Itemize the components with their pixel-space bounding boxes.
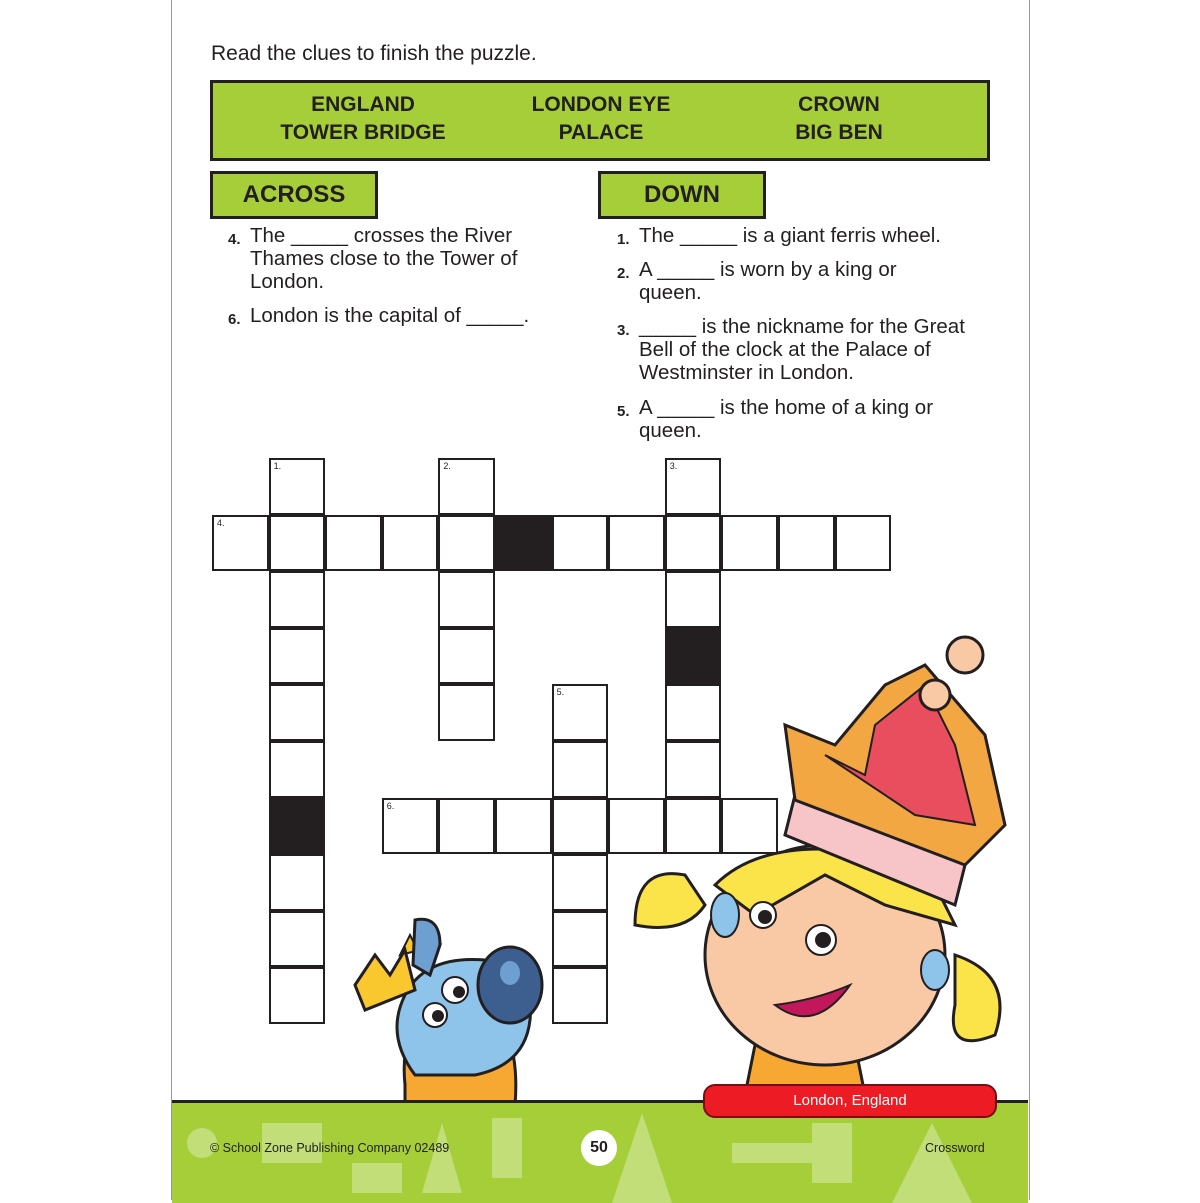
cell-number: 1.: [273, 461, 282, 471]
crossword-cell[interactable]: [552, 684, 609, 741]
cell-number: 2.: [443, 461, 451, 471]
black-square: [269, 798, 326, 855]
crossword-cell[interactable]: [269, 741, 326, 798]
crossword-cell[interactable]: [438, 684, 495, 741]
across-clue: [228, 224, 570, 293]
cell-number: 6.: [386, 800, 395, 811]
crossword-cell[interactable]: [438, 458, 495, 515]
down-clue: [617, 315, 999, 384]
crossword-cell[interactable]: [269, 684, 326, 741]
down-clue: [617, 224, 979, 248]
down-clue: [617, 396, 949, 442]
clue-text: London is the capital of _____.: [250, 304, 530, 327]
clue-number: 3.: [617, 322, 630, 339]
crossword-cell[interactable]: [552, 854, 609, 911]
crossword-cell[interactable]: [778, 515, 835, 572]
crossword-cell[interactable]: [438, 628, 495, 685]
crossword-cell[interactable]: [495, 798, 552, 855]
word-bank-item: PALACE: [558, 121, 644, 144]
clue-number: 4.: [228, 231, 241, 248]
clue-number: 2.: [617, 265, 630, 282]
crossword-cell[interactable]: [269, 571, 326, 628]
down-header: DOWN: [598, 171, 766, 219]
crossword-cell[interactable]: [835, 515, 892, 572]
crossword-cell[interactable]: [269, 911, 326, 968]
crossword-cell[interactable]: [608, 515, 665, 572]
clue-text: A _____ is worn by a king or queen.: [639, 258, 897, 304]
crossword-cell[interactable]: [438, 571, 495, 628]
crossword-cell[interactable]: [325, 515, 382, 572]
instructions: Read the clues to finish the puzzle.: [211, 42, 537, 65]
crossword-cell[interactable]: [269, 854, 326, 911]
crossword-cell[interactable]: [382, 515, 439, 572]
crossword-cell[interactable]: [438, 515, 495, 572]
crossword-cell[interactable]: [269, 458, 326, 515]
word-bank-item: TOWER BRIDGE: [280, 121, 446, 144]
girl-with-crown-illustration: [625, 625, 1020, 1095]
crossword-cell[interactable]: [552, 515, 609, 572]
crossword-cell[interactable]: [438, 798, 495, 855]
clue-number: 6.: [228, 311, 241, 328]
crossword-cell[interactable]: [269, 967, 326, 1024]
clue-text: _____ is the nickname for the Great Bell of the clock at the Palace of Westminster in London.: [639, 315, 965, 384]
clue-number: 1.: [617, 231, 630, 248]
cell-number: 3.: [669, 461, 678, 471]
crossword-cell[interactable]: [382, 798, 439, 855]
crossword-cell[interactable]: [665, 571, 722, 628]
clue-text: A _____ is the home of a king or queen.: [639, 396, 934, 442]
crossword-cell[interactable]: [721, 515, 778, 572]
crossword-cell[interactable]: [552, 798, 609, 855]
clue-text: The _____ is a giant ferris wheel.: [639, 224, 941, 247]
clue-text: The _____ crosses the River Thames close to the Tower of London.: [250, 224, 518, 293]
cell-number: 4.: [217, 517, 225, 528]
copyright-text: © School Zone Publishing Company 02489: [210, 1141, 450, 1155]
across-header: ACROSS: [210, 171, 378, 219]
crossword-cell[interactable]: [665, 458, 722, 515]
word-bank: [210, 80, 990, 161]
cell-number: 5.: [556, 687, 565, 698]
crossword-cell[interactable]: [212, 515, 269, 572]
word-bank-item: ENGLAND: [311, 93, 415, 116]
section-label: Crossword: [925, 1141, 985, 1155]
crossword-cell[interactable]: [552, 967, 609, 1024]
word-bank-item: BIG BEN: [795, 121, 883, 144]
crossword-cell[interactable]: [269, 628, 326, 685]
location-caption: London, England: [703, 1084, 997, 1118]
crossword-cell[interactable]: [552, 911, 609, 968]
crossword-cell[interactable]: [269, 515, 326, 572]
crossword-cell[interactable]: [552, 741, 609, 798]
crossword-cell[interactable]: [665, 515, 722, 572]
black-square: [495, 515, 552, 572]
across-clue: [228, 304, 580, 328]
clue-number: 5.: [617, 403, 630, 420]
page-number: 50: [581, 1130, 617, 1166]
word-bank-item: LONDON EYE: [531, 93, 671, 116]
down-clue: [617, 258, 939, 304]
word-bank-item: CROWN: [798, 93, 880, 116]
dog-character-illustration: [345, 915, 545, 1105]
